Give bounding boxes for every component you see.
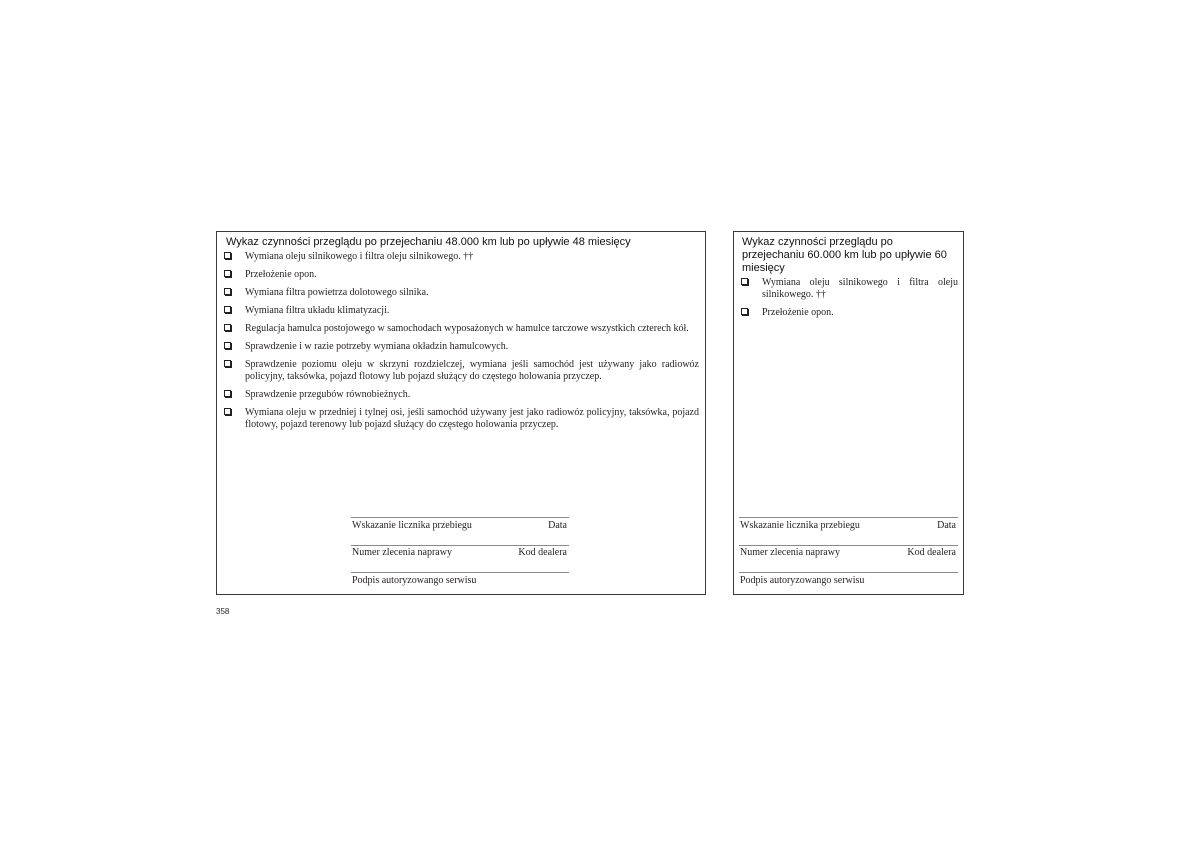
- checklist-item-label: Wymiana oleju silnikowego i filtra oleju silnikowego. ††: [762, 277, 958, 300]
- signature-line: [351, 517, 569, 518]
- checkbox-icon[interactable]: [224, 324, 231, 331]
- checklist-item: [224, 323, 699, 335]
- checklist-item: [224, 305, 699, 317]
- checkbox-icon[interactable]: [224, 288, 231, 295]
- checklist-item: [224, 287, 699, 299]
- panel-title: Wykaz czynności przeglądu po przejechaniu 48.000 km lub po upływie 48 miesięcy: [226, 236, 631, 248]
- signature-label: Podpis autoryzowango serwisu: [352, 575, 477, 586]
- odometer-row: [351, 520, 569, 532]
- odometer-label: Wskazanie licznika przebiegu: [352, 520, 472, 531]
- signature-line: [739, 517, 958, 518]
- checklist-item: [224, 269, 699, 281]
- order-label: Numer zlecenia naprawy: [740, 547, 840, 558]
- order-row: [351, 547, 569, 559]
- checkbox-icon[interactable]: [224, 342, 231, 349]
- checkbox-icon[interactable]: [224, 360, 231, 367]
- page-number: 358: [216, 607, 230, 616]
- checklist-item-label: Sprawdzenie i w razie potrzeby wymiana okładzin hamulcowych.: [245, 341, 509, 352]
- service-panel-48000: [216, 231, 706, 595]
- checklist-item: [224, 251, 699, 263]
- checklist-item-label: Wymiana oleju w przedniej i tylnej osi, jeśli samochód używany jest jako radiowóz policyjny, taksówka, pojazd flotowy, pojazd terenowy lub pojazd służący do częstego holowania przyczep.: [245, 407, 699, 430]
- signature-row: [351, 575, 569, 587]
- checklist: [224, 251, 699, 437]
- signature-row: [739, 575, 958, 587]
- checklist-item-label: Regulacja hamulca postojowego w samochodach wyposażonych w hamulce tarczowe wszystkich czterech kół.: [245, 323, 689, 334]
- signature-line: [351, 545, 569, 546]
- checkbox-icon[interactable]: [741, 308, 748, 315]
- panel-title: Wykaz czynności przeglądu po przejechaniu 60.000 km lub po upływie 60 miesięcy: [742, 236, 947, 274]
- checkbox-icon[interactable]: [224, 252, 231, 259]
- checklist-item: [741, 277, 958, 301]
- checklist-item: [741, 307, 958, 319]
- service-panel-60000: [733, 231, 964, 595]
- signature-line: [351, 572, 569, 573]
- odometer-label: Wskazanie licznika przebiegu: [740, 520, 860, 531]
- checklist: [741, 277, 958, 325]
- order-row: [739, 547, 958, 559]
- checkbox-icon[interactable]: [224, 306, 231, 313]
- date-label: Data: [937, 520, 956, 531]
- order-label: Numer zlecenia naprawy: [352, 547, 452, 558]
- checklist-item-label: Przełożenie opon.: [245, 269, 317, 280]
- checklist-item: [224, 341, 699, 353]
- checkbox-icon[interactable]: [224, 270, 231, 277]
- odometer-row: [739, 520, 958, 532]
- date-label: Data: [548, 520, 567, 531]
- signature-line: [739, 545, 958, 546]
- checklist-item-label: Wymiana filtra układu klimatyzacji.: [245, 305, 390, 316]
- dealer-label: Kod dealera: [518, 547, 567, 558]
- checklist-item-label: Sprawdzenie poziomu oleju w skrzyni rozdzielczej, wymiana jeśli samochód jest używany jako radiowóz policyjny, taksówka, pojazd flotowy lub pojazd służący do częstego holowania przyczep.: [245, 359, 699, 382]
- checkbox-icon[interactable]: [224, 390, 231, 397]
- checklist-item: [224, 407, 699, 431]
- checkbox-icon[interactable]: [741, 278, 748, 285]
- checklist-item: [224, 389, 699, 401]
- checklist-item-label: Wymiana oleju silnikowego i filtra oleju silnikowego. ††: [245, 251, 474, 262]
- checklist-item-label: Wymiana filtra powietrza dolotowego silnika.: [245, 287, 429, 298]
- signature-line: [739, 572, 958, 573]
- signature-label: Podpis autoryzowango serwisu: [740, 575, 865, 586]
- checklist-item-label: Sprawdzenie przegubów równobieżnych.: [245, 389, 411, 400]
- checkbox-icon[interactable]: [224, 408, 231, 415]
- checklist-item-label: Przełożenie opon.: [762, 307, 834, 318]
- dealer-label: Kod dealera: [907, 547, 956, 558]
- checklist-item: [224, 359, 699, 383]
